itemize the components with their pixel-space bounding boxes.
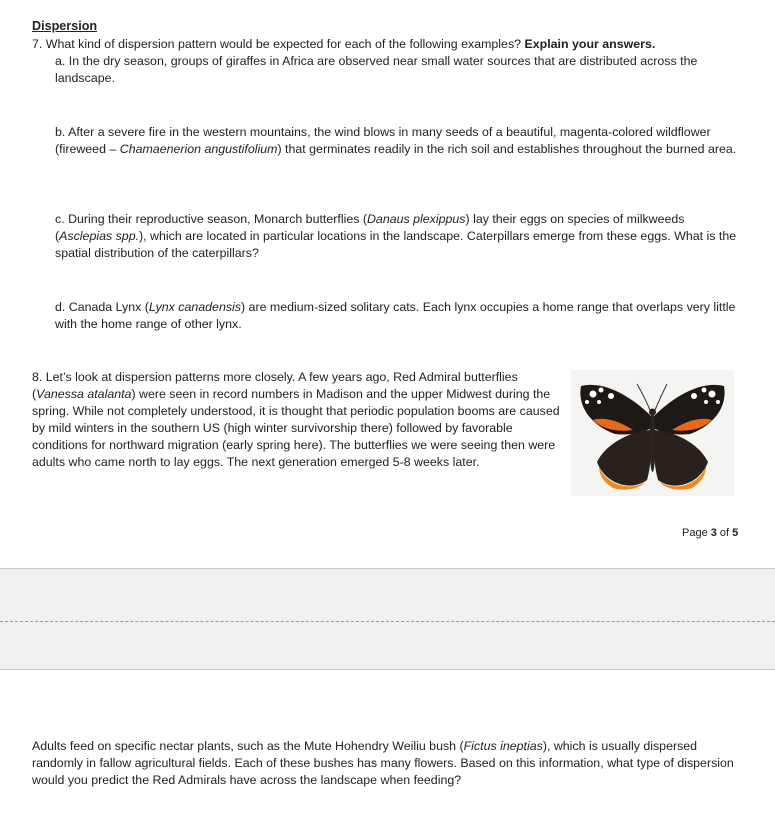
- q7c-text-start: c. During their reproductive season, Monarch butterflies (: [55, 212, 367, 226]
- q8-species: Vanessa atalanta: [36, 387, 132, 401]
- q8c-species: Fictus ineptias: [463, 739, 543, 753]
- question-8-continued: [32, 738, 742, 789]
- question-7b: [55, 124, 745, 158]
- butterfly-illustration: [571, 370, 734, 496]
- question-7: [32, 37, 655, 51]
- red-admiral-butterfly-image: [571, 370, 734, 496]
- page-number: [682, 527, 738, 539]
- q7c-species-1: Danaus plexippus: [366, 212, 466, 226]
- q7d-text-start: d. Canada Lynx (: [55, 300, 149, 314]
- question-7-text: 7. What kind of dispersion pattern would be expected for each of the following examples?: [32, 37, 525, 51]
- q8-text-start: 8. Let’s look at dispersion patterns more closely. A few years ago, Red Admiral butterflies (: [32, 370, 518, 401]
- page-break-line: [0, 621, 775, 622]
- page-break: [0, 568, 775, 670]
- question-8: [32, 369, 562, 471]
- q8-text-end: ) were seen in record numbers in Madison and the upper Midwest during the spring. While not completely understood, it is thought that periodic population booms are caused by mild winters in the southern US (high winter survivorship there) followed by favorable conditions for northward migration (early spring here). The butterflies we were seeing then were adults who came north to lay eggs. The next generation emerged 5-8 weeks later.: [32, 387, 560, 469]
- q7b-text-start: b. After a severe fire in the western mountains, the wind blows in many seeds of a beautiful, magenta-colored wildflower (fireweed –: [55, 125, 711, 156]
- question-7d: [55, 299, 745, 333]
- question-7-emphasis: Explain your answers.: [524, 37, 656, 51]
- question-7a: a. In the dry season, groups of giraffes in Africa are observed near small water sources that are distributed across the landscape.: [55, 54, 698, 85]
- q7c-text-mid: ) lay their eggs on species of milkweeds (: [55, 212, 685, 243]
- q8c-text-end: ), which is usually dispersed randomly in fallow agricultural fields. Each of these bushes has many flowers. Based on this information, what type of dispersion would you predict the Red Admirals have across the landscape when feeding?: [32, 739, 734, 787]
- page-label: Page: [682, 527, 711, 539]
- section-heading: Dispersion: [32, 19, 98, 33]
- q7b-species: Chamaenerion angustifolium: [119, 142, 278, 156]
- page-total: 5: [732, 527, 739, 539]
- page-current: 3: [710, 527, 717, 539]
- question-7c: [55, 211, 745, 262]
- q7b-text-end: ) that germinates readily in the rich soil and establishes throughout the burned area.: [277, 142, 737, 156]
- q7d-species: Lynx canadensis: [148, 300, 241, 314]
- q7c-text-end: ), which are located in particular locations in the landscape. Caterpillars emerge from these eggs. What is the spatial distribution of the caterpillars?: [55, 229, 737, 260]
- q7c-species-2: Asclepias spp.: [59, 229, 140, 243]
- q8c-text-start: Adults feed on specific nectar plants, such as the Mute Hohendry Weiliu bush (: [32, 739, 464, 753]
- document-page-4: [0, 670, 775, 813]
- page-of: of: [716, 527, 733, 539]
- q7d-text-end: ) are medium-sized solitary cats. Each lynx occupies a home range that overlaps very little with the home range of other lynx.: [55, 300, 736, 331]
